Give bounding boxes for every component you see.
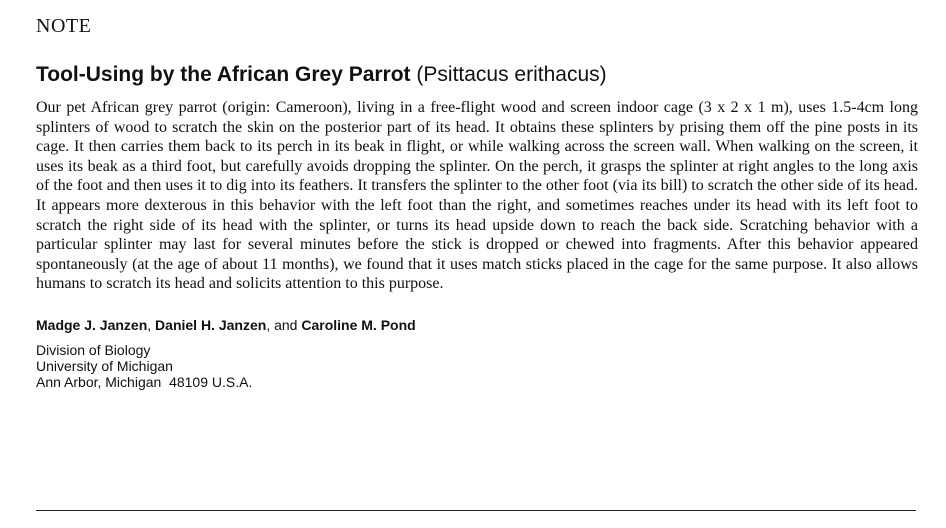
note-label: NOTE — [36, 15, 92, 37]
note-page — [36, 14, 918, 390]
body-paragraph: Our pet African grey parrot (origin: Cameroon), living in a free-flight wood and screen indoor cage (3 x 2 x 1 m), uses 1.5-4cm long splinters of wood to scratch the skin on the posterior part of its head. It obtains these splinters by prising them off the pine posts in its cage. It then carries them back to its perch in its beak in flight, or while walking across the screen wall. When walking on the screen, it uses its beak as a third foot, but carefully avoids dropping the splinter. On the perch, it grasps the splinter at right angles to the long axis of the foot and then uses it to dig into its feathers. It transfers the splinter to the other foot (via its bill) to scratch the other side of its head. It appears more dexterous in this behavior with the left foot than the right, and sometimes reaches under its head with its left foot to scratch the right side of its head with the splinter, or turns its head upside down to reach the back side. Scratching behavior with a particular splinter may last for several minutes before the stick is dropped or chewed into fragments. After this behavior appeared spontaneously (at the age of about 11 months), we found that it uses match sticks placed in the cage for the same purpose. It also allows humans to scratch its head and solicits attention to this purpose. — [36, 99, 918, 293]
author-line — [36, 316, 918, 334]
article-title — [36, 62, 918, 88]
author-2: Daniel H. Janzen — [155, 316, 267, 333]
affiliation-line: Ann Arbor, Michigan 48109 U.S.A. — [36, 373, 253, 390]
title-main: Tool-Using by the African Grey Parrot — [36, 63, 411, 86]
title-scientific-name: (Psittacus erithacus) — [416, 63, 607, 86]
author-1: Madge J. Janzen — [36, 316, 148, 333]
author-separator: , and — [266, 316, 302, 333]
bottom-divider — [36, 510, 916, 511]
author-separator: , — [147, 316, 156, 333]
affiliation-line: University of Michigan — [36, 357, 173, 374]
author-3: Caroline M. Pond — [301, 316, 416, 333]
affiliation-line: Division of Biology — [36, 341, 151, 358]
affiliation-block — [36, 342, 918, 390]
